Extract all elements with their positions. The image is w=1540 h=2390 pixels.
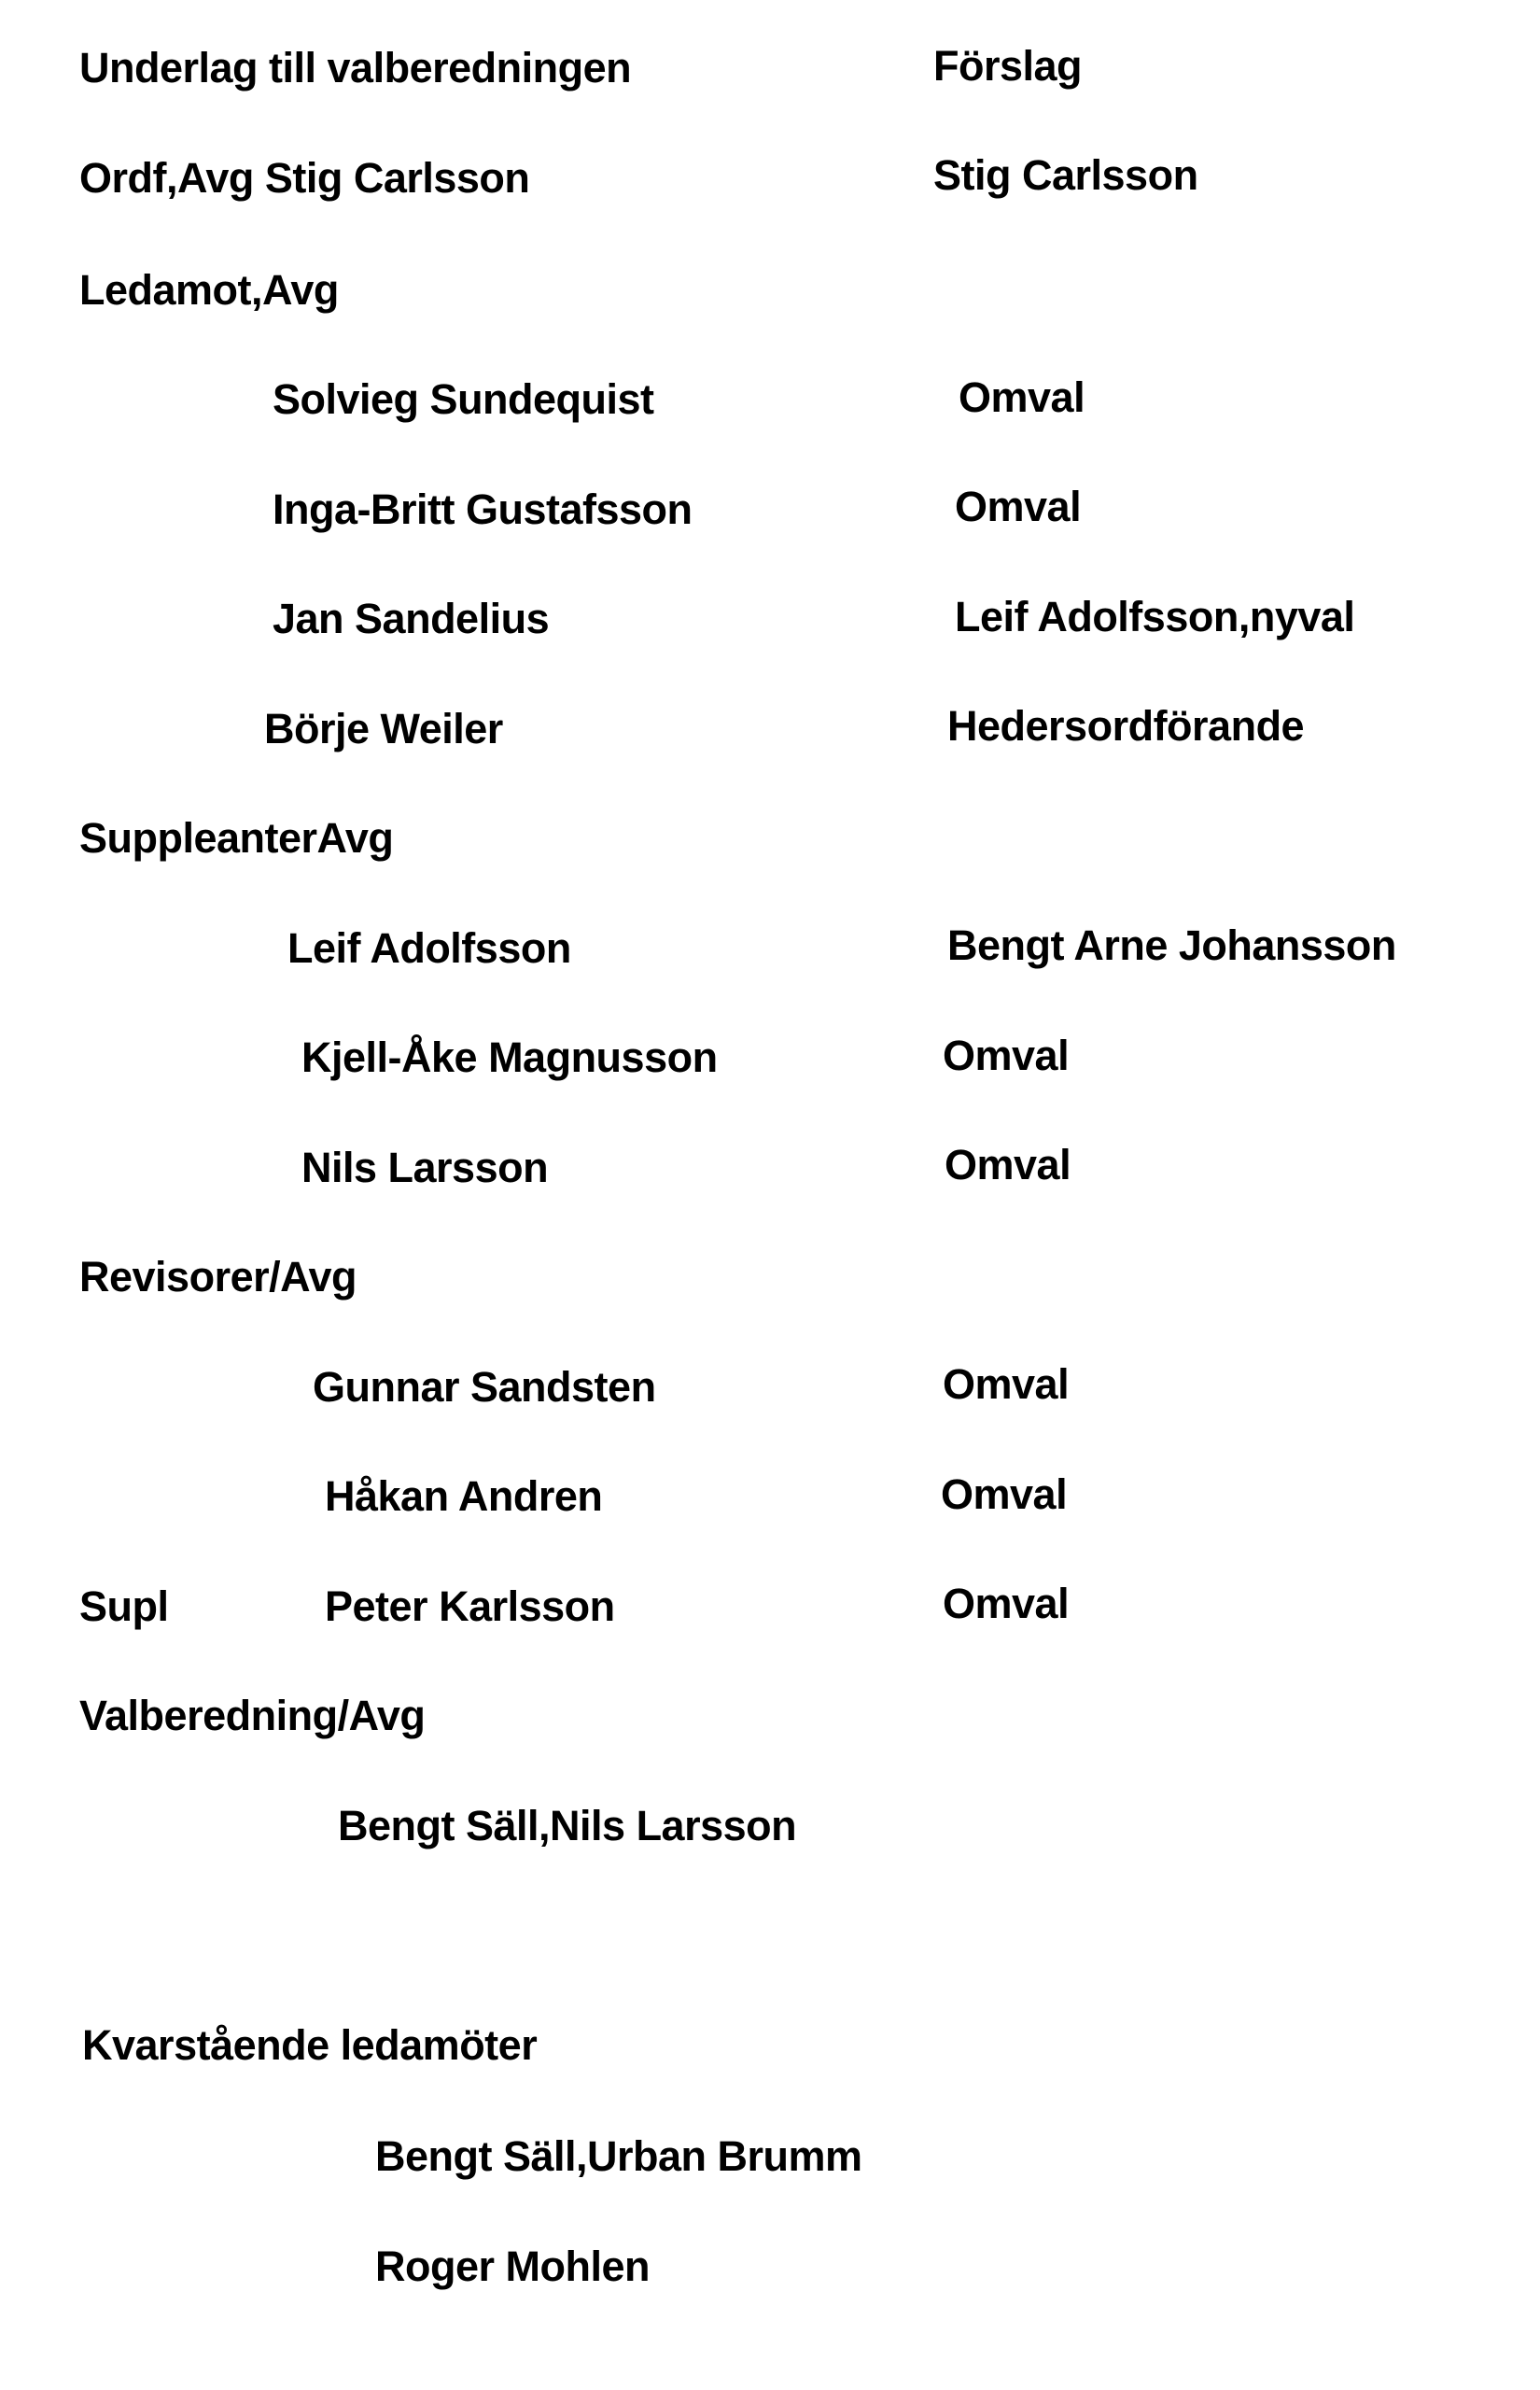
kvarstaende-row: Roger Mohlen (375, 2242, 650, 2290)
suppleant-proposal: Omval (945, 1141, 1071, 1188)
ledamot-name: Inga-Britt Gustafsson (273, 485, 693, 533)
revisor-proposal: Omval (941, 1470, 1068, 1518)
ledamot-proposal: Hedersordförande (947, 702, 1305, 750)
revisor-proposal: Omval (943, 1360, 1070, 1408)
document-title: Underlag till valberedningen (79, 44, 632, 91)
ordf-proposal: Stig Carlsson (933, 151, 1198, 199)
supl-label: Supl (79, 1582, 169, 1630)
valberedning-names: Bengt Säll,Nils Larsson (338, 1802, 797, 1849)
kvarstaende-row: Bengt Säll,Urban Brumm (375, 2132, 862, 2180)
suppleant-proposal: Omval (943, 1032, 1070, 1079)
ordf-label: Ordf,Avg Stig Carlsson (79, 154, 530, 202)
supl-name: Peter Karlsson (325, 1582, 615, 1630)
suppleant-name: Leif Adolfsson (287, 924, 571, 972)
revisor-name: Håkan Andren (325, 1472, 603, 1520)
ledamot-proposal: Omval (955, 483, 1082, 530)
revisor-name: Gunnar Sandsten (313, 1363, 656, 1411)
ledamot-proposal: Leif Adolfsson,nyval (955, 593, 1355, 640)
suppleant-proposal: Bengt Arne Johansson (947, 921, 1396, 969)
ledamot-name: Börje Weiler (264, 705, 503, 752)
suppleanter-heading: SuppleanterAvg (79, 814, 394, 862)
ledamot-proposal: Omval (959, 373, 1085, 421)
suppleant-name: Nils Larsson (301, 1144, 549, 1191)
suppleant-name: Kjell-Åke Magnusson (301, 1033, 718, 1081)
supl-proposal: Omval (943, 1580, 1070, 1627)
proposal-column-heading: Förslag (933, 42, 1083, 90)
ledamot-name: Solvieg Sundequist (273, 375, 654, 423)
valberedning-heading: Valberedning/Avg (79, 1692, 426, 1739)
ledamot-name: Jan Sandelius (273, 595, 550, 642)
kvarstaende-heading: Kvarstående ledamöter (82, 2021, 538, 2069)
revisorer-heading: Revisorer/Avg (79, 1253, 357, 1300)
ledamot-heading: Ledamot,Avg (79, 266, 339, 314)
